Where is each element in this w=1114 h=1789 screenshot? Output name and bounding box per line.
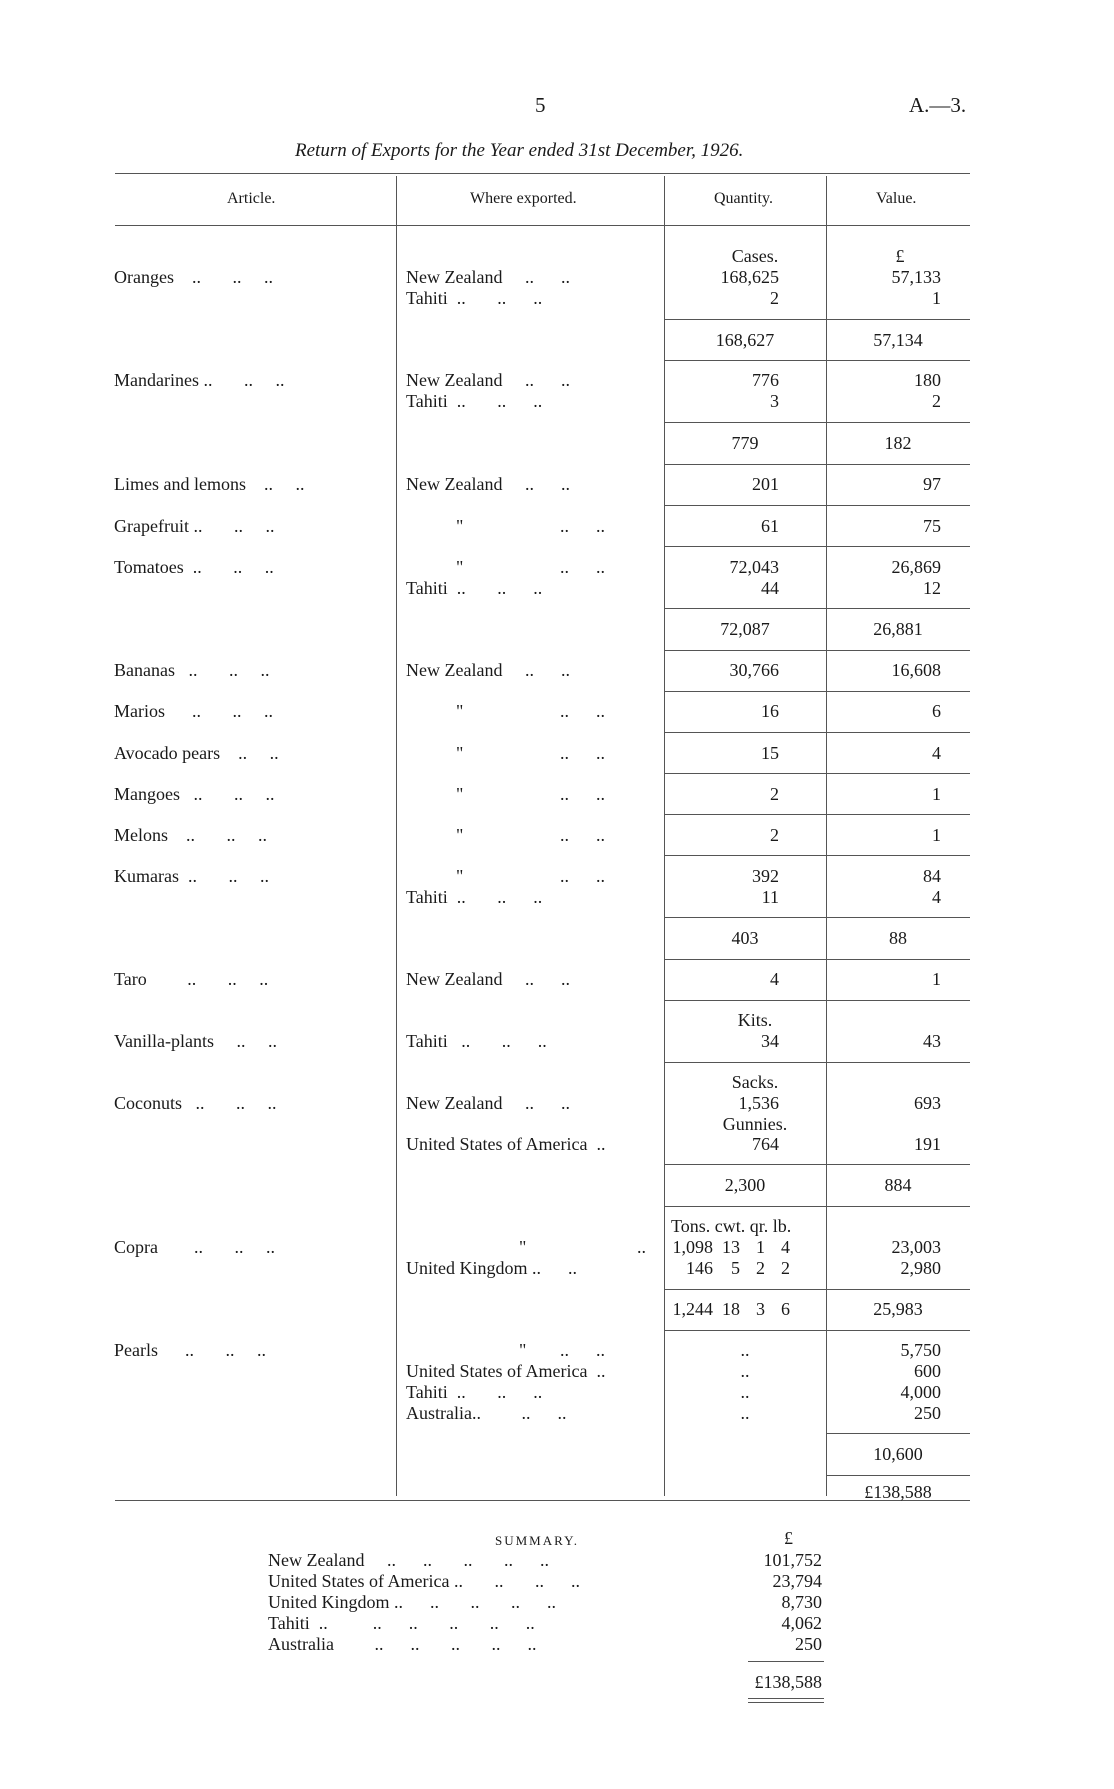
quantity-tons: 1,098 xyxy=(672,1237,713,1257)
article-label: Kumaras .. .. .. xyxy=(114,866,269,886)
ditto-mark: " xyxy=(456,516,464,536)
row-rule xyxy=(664,1206,970,1207)
value-amount: 1 xyxy=(932,288,941,308)
quantity-value: 4 xyxy=(770,969,779,989)
destination-label: Tahiti .. .. .. xyxy=(406,578,543,598)
row-rule xyxy=(664,360,970,361)
value-amount: 600 xyxy=(914,1361,941,1381)
value-total: 26,881 xyxy=(873,619,923,639)
subtotal-rule xyxy=(664,917,970,918)
destination-label: New Zealand .. .. xyxy=(406,370,570,390)
quantity-cwt: 5 xyxy=(731,1258,740,1278)
destination-label: United Kingdom .. .. xyxy=(406,1258,577,1278)
value-amount: 75 xyxy=(923,516,941,536)
value-amount: 1 xyxy=(932,784,941,804)
leader-dots: .. .. xyxy=(560,784,605,804)
quantity-value: 3 xyxy=(770,391,779,411)
article-label: Mangoes .. .. .. xyxy=(114,784,275,804)
row-rule xyxy=(664,1000,970,1001)
page-number: 5 xyxy=(535,93,546,117)
value-amount: 5,750 xyxy=(900,1340,941,1360)
quantity-lb: 4 xyxy=(781,1237,790,1257)
quantity-total: 779 xyxy=(731,433,759,453)
article-label: Marios .. .. .. xyxy=(114,701,273,721)
summary-name: Tahiti .. .. .. .. .. .. xyxy=(268,1613,535,1633)
row-rule xyxy=(664,546,970,547)
row-rule xyxy=(664,732,970,733)
quantity-value: 1,536 xyxy=(738,1093,779,1113)
value-amount: 97 xyxy=(923,474,941,494)
unit-tons-header: Tons. cwt. qr. lb. xyxy=(671,1216,792,1236)
summary-value: 23,794 xyxy=(772,1571,822,1591)
header-bottom-rule xyxy=(115,225,970,226)
value-amount: 16,608 xyxy=(891,660,941,680)
summary-name: New Zealand .. .. .. .. .. xyxy=(268,1550,549,1570)
value-amount: 180 xyxy=(914,370,941,390)
column-header-quantity: Quantity. xyxy=(714,190,773,207)
empty-quantity-dots: .. xyxy=(740,1340,750,1360)
quantity-tons: 146 xyxy=(686,1258,713,1278)
article-label: Bananas .. .. .. xyxy=(114,660,270,680)
ditto-mark: " xyxy=(456,701,464,721)
value-amount: 43 xyxy=(923,1031,941,1051)
article-label: Limes and lemons .. .. xyxy=(114,474,305,494)
quantity-value: 34 xyxy=(761,1031,779,1051)
value-amount: 693 xyxy=(914,1093,941,1113)
summary-name: United Kingdom .. .. .. .. .. xyxy=(268,1592,556,1612)
row-rule xyxy=(664,855,970,856)
empty-quantity-dots: .. xyxy=(740,1403,750,1423)
quantity-total: 72,087 xyxy=(720,619,770,639)
article-label: Oranges .. .. .. xyxy=(114,267,273,287)
ditto-mark: " xyxy=(519,1340,527,1360)
quantity-lb: 2 xyxy=(781,1258,790,1278)
ditto-mark: " xyxy=(456,825,464,845)
value-total: 25,983 xyxy=(873,1299,923,1319)
quantity-value: 16 xyxy=(761,701,779,721)
article-label: Copra .. .. .. xyxy=(114,1237,275,1257)
unit-pound: £ xyxy=(895,246,905,266)
unit-sacks: Sacks. xyxy=(731,1072,779,1092)
quantity-value: 61 xyxy=(761,516,779,536)
subtotal-rule xyxy=(664,1289,970,1290)
quantity-value: 2 xyxy=(770,288,779,308)
row-rule xyxy=(664,505,970,506)
leader-dots: .. .. xyxy=(560,557,605,577)
value-amount: 84 xyxy=(923,866,941,886)
quantity-cwt: 13 xyxy=(722,1237,740,1257)
quantity-value: 168,625 xyxy=(720,267,779,287)
document-code: A.—3. xyxy=(909,93,967,117)
article-label: Melons .. .. .. xyxy=(114,825,267,845)
leader-dots: .. .. xyxy=(560,1340,605,1360)
quantity-cwt-total: 18 xyxy=(722,1299,740,1319)
destination-label: New Zealand .. .. xyxy=(406,969,570,989)
quantity-qr: 1 xyxy=(756,1237,765,1257)
leader-dots: .. .. xyxy=(560,701,605,721)
unit-kits: Kits. xyxy=(737,1010,773,1030)
value-amount: 4,000 xyxy=(900,1382,941,1402)
value-total: 182 xyxy=(884,433,912,453)
value-amount: 191 xyxy=(914,1134,941,1154)
leader-dots: .. .. xyxy=(560,825,605,845)
subtotal-rule xyxy=(664,422,970,423)
destination-label: New Zealand .. .. xyxy=(406,267,570,287)
quantity-value: 72,043 xyxy=(729,557,779,577)
row-rule xyxy=(664,464,970,465)
value-amount: 1 xyxy=(932,825,941,845)
row-rule xyxy=(664,691,970,692)
ditto-mark: " xyxy=(519,1237,527,1257)
subtotal-rule xyxy=(664,319,970,320)
article-label: Avocado pears .. .. xyxy=(114,743,279,763)
column-header-value: Value. xyxy=(876,190,917,207)
leader-dots: .. .. xyxy=(560,866,605,886)
article-label: Tomatoes .. .. .. xyxy=(114,557,274,577)
grand-total: £138,588 xyxy=(864,1482,932,1502)
quantity-value: 776 xyxy=(752,370,779,390)
subtotal-rule xyxy=(664,1164,970,1165)
summary-value: 4,062 xyxy=(781,1613,822,1633)
row-rule xyxy=(664,1062,970,1063)
double-rule-top xyxy=(748,1698,824,1699)
empty-quantity-dots: .. xyxy=(740,1361,750,1381)
subtotal-rule xyxy=(664,608,970,609)
destination-label: United States of America .. xyxy=(406,1134,606,1154)
destination-label: Tahiti .. .. .. xyxy=(406,1382,543,1402)
value-amount: 2,980 xyxy=(900,1258,941,1278)
summary-name: United States of America .. .. .. .. xyxy=(268,1571,580,1591)
summary-heading: SUMMARY. xyxy=(495,1533,580,1548)
quantity-total: 168,627 xyxy=(715,330,775,350)
article-label: Vanilla-plants .. .. xyxy=(114,1031,277,1051)
column-header-article: Article. xyxy=(227,190,276,207)
column-header-where: Where exported. xyxy=(470,190,577,207)
quantity-total: 2,300 xyxy=(724,1175,766,1195)
page-title: Return of Exports for the Year ended 31st December, 1926. xyxy=(295,140,744,161)
row-rule xyxy=(664,959,970,960)
destination-label: Australia.. .. .. xyxy=(406,1403,567,1423)
value-amount: 26,869 xyxy=(891,557,941,577)
ditto-mark: " xyxy=(456,866,464,886)
summary-total: £138,588 xyxy=(754,1672,822,1692)
destination-label: New Zealand .. .. xyxy=(406,474,570,494)
value-amount: 250 xyxy=(914,1403,941,1423)
summary-value: 8,730 xyxy=(781,1592,822,1612)
article-label: Pearls .. .. .. xyxy=(114,1340,266,1360)
value-amount: 12 xyxy=(923,578,941,598)
unit-gunnies: Gunnies. xyxy=(722,1114,788,1134)
article-label: Mandarines .. .. .. xyxy=(114,370,285,390)
destination-label: Tahiti .. .. .. xyxy=(406,391,543,411)
quantity-value: 44 xyxy=(761,578,779,598)
value-amount: 57,133 xyxy=(891,267,941,287)
quantity-qr: 2 xyxy=(756,1258,765,1278)
table-top-rule xyxy=(115,173,970,174)
quantity-value: 15 xyxy=(761,743,779,763)
quantity-tons-total: 1,244 xyxy=(672,1299,713,1319)
leader-dots: .. .. xyxy=(560,516,605,536)
row-rule xyxy=(664,650,970,651)
value-total: 10,600 xyxy=(873,1444,923,1464)
value-amount: 23,003 xyxy=(891,1237,941,1257)
summary-currency: £ xyxy=(784,1528,793,1548)
article-label: Taro .. .. .. xyxy=(114,969,269,989)
quantity-value: 2 xyxy=(770,784,779,804)
destination-label: United States of America .. xyxy=(406,1361,606,1381)
ditto-mark: " xyxy=(456,784,464,804)
value-amount: 4 xyxy=(932,743,941,763)
leader-dots: .. .. xyxy=(560,743,605,763)
quantity-total: 403 xyxy=(731,928,759,948)
quantity-lb-total: 6 xyxy=(781,1299,790,1319)
destination-label: New Zealand .. .. xyxy=(406,1093,570,1113)
leader-dots: .. xyxy=(637,1237,646,1257)
quantity-value: 11 xyxy=(761,887,779,907)
ditto-mark: " xyxy=(456,743,464,763)
unit-cases: Cases. xyxy=(731,246,779,266)
double-rule-bottom xyxy=(748,1702,824,1703)
article-label: Grapefruit .. .. .. xyxy=(114,516,275,536)
subtotal-rule xyxy=(826,1433,970,1434)
quantity-value: 30,766 xyxy=(729,660,779,680)
summary-value: 250 xyxy=(795,1634,822,1654)
summary-value: 101,752 xyxy=(763,1550,822,1570)
value-amount: 2 xyxy=(932,391,941,411)
value-total: 884 xyxy=(884,1175,912,1195)
row-rule xyxy=(664,814,970,815)
quantity-qr-total: 3 xyxy=(756,1299,765,1319)
empty-quantity-dots: .. xyxy=(740,1382,750,1402)
value-amount: 1 xyxy=(932,969,941,989)
article-label: Coconuts .. .. .. xyxy=(114,1093,277,1113)
column-divider-1 xyxy=(396,176,397,1496)
destination-label: Tahiti .. .. .. xyxy=(406,887,543,907)
quantity-value: 201 xyxy=(752,474,779,494)
value-total: 88 xyxy=(889,928,907,948)
summary-total-rule xyxy=(748,1661,824,1662)
quantity-value: 392 xyxy=(752,866,779,886)
value-amount: 6 xyxy=(932,701,941,721)
summary-name: Australia .. .. .. .. .. xyxy=(268,1634,537,1654)
row-rule xyxy=(664,773,970,774)
ditto-mark: " xyxy=(456,557,464,577)
quantity-value: 2 xyxy=(770,825,779,845)
quantity-value: 764 xyxy=(752,1134,779,1154)
row-rule xyxy=(664,1330,970,1331)
value-amount: 4 xyxy=(932,887,941,907)
destination-label: New Zealand .. .. xyxy=(406,660,570,680)
row-rule xyxy=(826,1475,970,1476)
destination-label: Tahiti .. .. .. xyxy=(406,288,543,308)
value-total: 57,134 xyxy=(873,330,923,350)
destination-label: Tahiti .. .. .. xyxy=(406,1031,547,1051)
